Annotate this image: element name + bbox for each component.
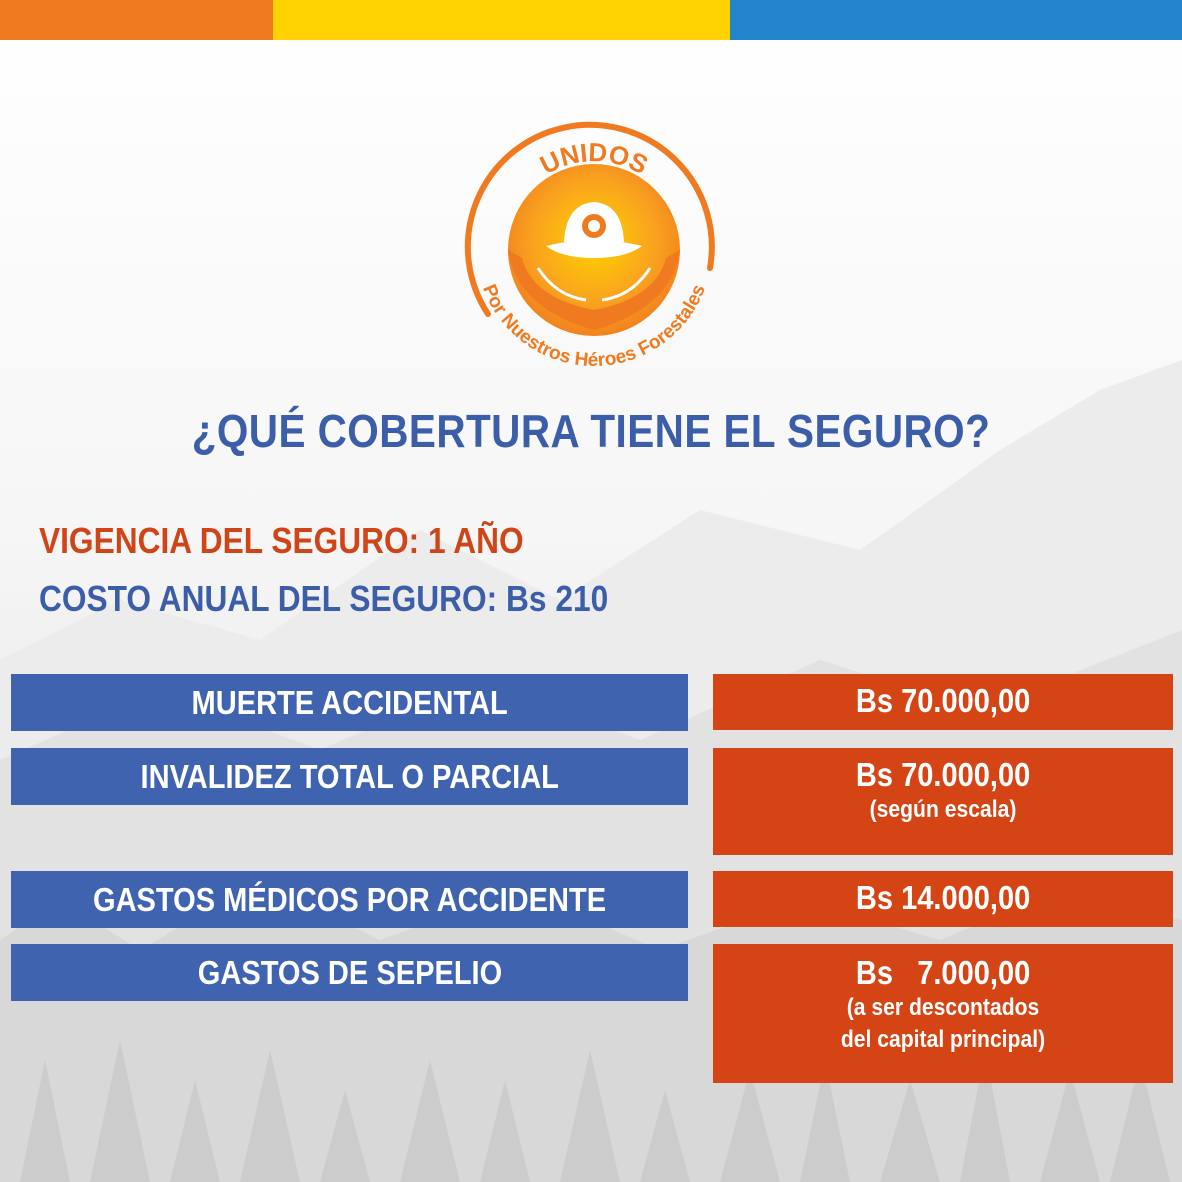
- coverage-amount-gastos-medicos: Bs 14.000,00: [713, 871, 1173, 927]
- svg-text:UNIDOS: UNIDOS: [535, 136, 653, 181]
- coverage-amount-muerte: Bs 70.000,00: [713, 674, 1173, 730]
- coverage-label-gastos-medicos: GASTOS MÉDICOS POR ACCIDENTE: [11, 871, 688, 928]
- unidos-logo: [456, 118, 732, 394]
- top-bar-blue: [730, 0, 1182, 40]
- svg-text:Por Nuestros Héroes Forestales: Por Nuestros Héroes Forestales: [478, 281, 710, 372]
- coverage-amount-invalidez: Bs 70.000,00 (según escala): [713, 748, 1173, 855]
- coverage-label-sepelio: GASTOS DE SEPELIO: [11, 944, 688, 1001]
- coverage-note-sepelio-2: del capital principal): [840, 1026, 1046, 1053]
- top-color-bar: [0, 0, 1182, 40]
- vigencia-text: VIGENCIA DEL SEGURO: 1 AÑO: [39, 520, 524, 561]
- costo-text: COSTO ANUAL DEL SEGURO: Bs 210: [39, 578, 609, 619]
- page-title: ¿QUÉ COBERTURA TIENE EL SEGURO?: [191, 405, 991, 457]
- coverage-amount-sepelio: Bs 7.000,00 (a ser descontados del capital principal): [713, 944, 1173, 1083]
- coverage-note-invalidez: (según escala): [869, 796, 1017, 823]
- coverage-note-sepelio-1: (a ser descontados: [846, 994, 1040, 1021]
- coverage-label-muerte: MUERTE ACCIDENTAL: [11, 674, 688, 731]
- coverage-label-invalidez: INVALIDEZ TOTAL O PARCIAL: [11, 748, 688, 805]
- top-bar-yellow: [273, 0, 730, 40]
- top-bar-orange: [0, 0, 273, 40]
